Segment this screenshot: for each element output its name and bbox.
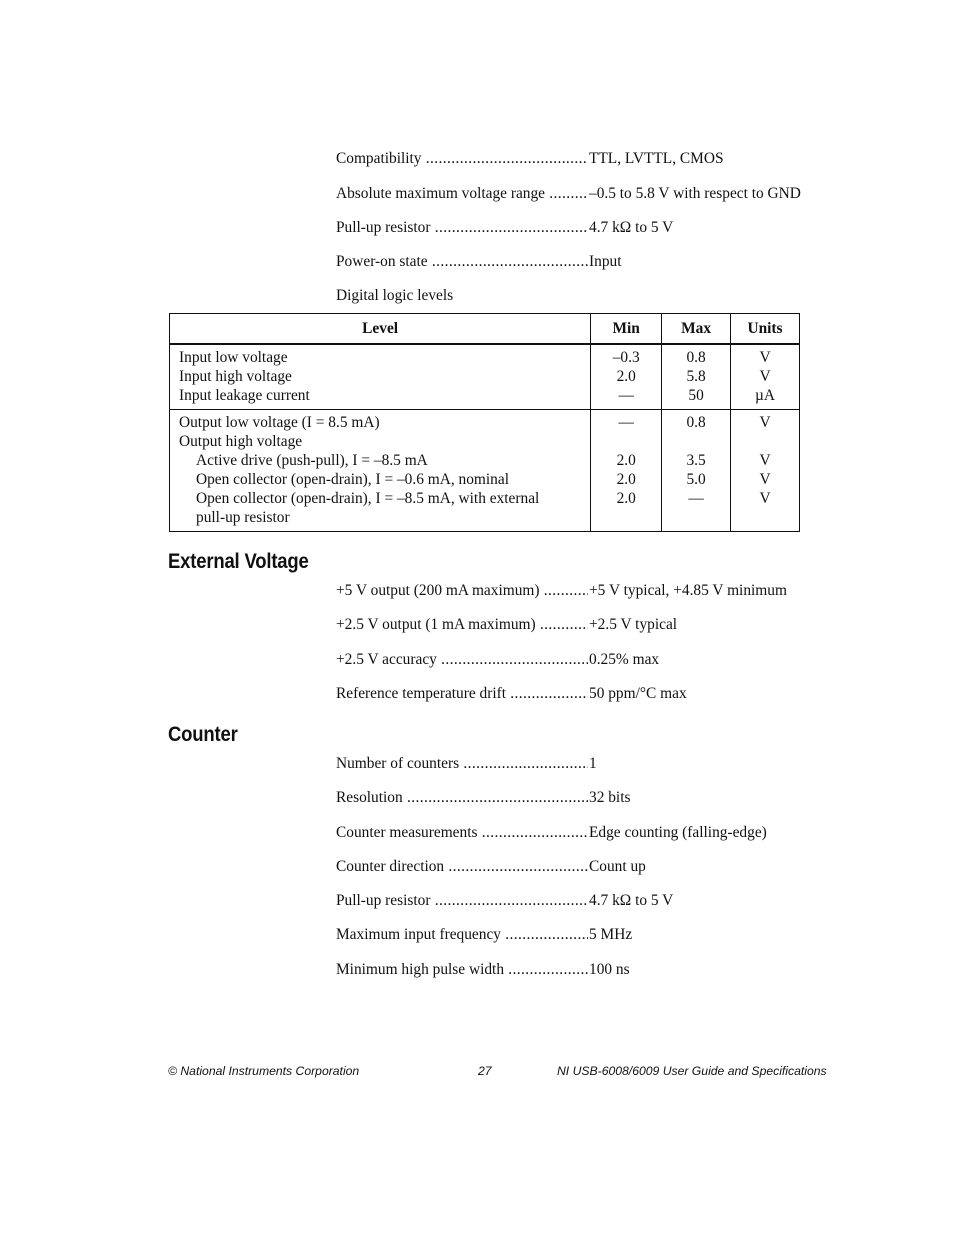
table-header-row bbox=[170, 314, 800, 345]
spec-value: 5 MHz bbox=[589, 926, 633, 943]
min-value: 2.0 bbox=[616, 452, 636, 469]
min-value: –0.3 bbox=[612, 349, 640, 366]
spec-label: Compatibility ..... bbox=[336, 149, 588, 169]
min-value: 2.0 bbox=[616, 471, 636, 488]
units-value: V bbox=[759, 471, 771, 488]
spec-row-power-on-state bbox=[336, 252, 806, 272]
spec-label: Counter measurements ..... bbox=[336, 823, 588, 843]
spec-value: –0.5 to 5.8 V with respect to GND bbox=[589, 185, 801, 202]
level-text: Active drive (push-pull), I = –8.5 mA bbox=[196, 452, 428, 469]
min-value: — bbox=[618, 387, 634, 404]
max-value: 0.8 bbox=[686, 414, 706, 431]
table-row-output-group bbox=[170, 410, 800, 532]
min-value: 2.0 bbox=[616, 490, 636, 507]
max-value: 3.5 bbox=[686, 452, 706, 469]
spec-label: Resolution ..... bbox=[336, 788, 588, 808]
cell-min bbox=[591, 410, 662, 532]
header-min: Min bbox=[591, 314, 662, 345]
spacer bbox=[731, 432, 799, 451]
spec-row-number-of-counters bbox=[336, 754, 806, 774]
spec-value: Edge counting (falling-edge) bbox=[589, 824, 767, 841]
spec-row-min-high-pulse-width bbox=[336, 960, 806, 980]
spec-row-compatibility bbox=[336, 149, 806, 169]
spec-value: Input bbox=[589, 253, 622, 270]
spec-value: 50 ppm/°C max bbox=[589, 685, 687, 702]
level-text: Output low voltage (I = 8.5 mA) bbox=[179, 414, 380, 431]
cell-units bbox=[731, 410, 800, 532]
spec-row-counter-measurements bbox=[336, 823, 806, 843]
section-heading-counter: Counter bbox=[168, 723, 238, 746]
spec-row-pull-up-resistor bbox=[336, 218, 806, 238]
level-text: Open collector (open-drain), I = –8.5 mA, with external bbox=[196, 490, 540, 507]
spec-label: Reference temperature drift ..... bbox=[336, 684, 588, 704]
cell-max bbox=[662, 410, 731, 532]
footer-copyright: © National Instruments Corporation bbox=[168, 1064, 360, 1078]
spec-value: 0.25% max bbox=[589, 651, 660, 668]
footer-page-number: 27 bbox=[478, 1064, 492, 1078]
cell-level bbox=[170, 410, 591, 532]
cell-max bbox=[662, 344, 731, 410]
spec-row-abs-max-voltage bbox=[336, 184, 806, 204]
level-text: Input leakage current bbox=[179, 387, 310, 404]
spec-value: 100 ns bbox=[589, 961, 630, 978]
spec-value: 4.7 kΩ to 5 V bbox=[589, 892, 674, 909]
max-value: 0.8 bbox=[686, 349, 706, 366]
units-value: V bbox=[759, 349, 771, 366]
spec-value: 32 bits bbox=[589, 789, 631, 806]
units-value: V bbox=[759, 452, 771, 469]
min-value: 2.0 bbox=[616, 368, 636, 385]
spacer bbox=[662, 432, 730, 451]
spec-value: Count up bbox=[589, 858, 646, 875]
units-value: µA bbox=[755, 387, 776, 404]
units-value: V bbox=[759, 414, 771, 431]
spec-label: +5 V output (200 mA maximum) ..... bbox=[336, 581, 588, 601]
spec-value: TTL, LVTTL, CMOS bbox=[589, 150, 724, 167]
spec-value: 4.7 kΩ to 5 V bbox=[589, 219, 674, 236]
units-value: V bbox=[759, 368, 771, 385]
spec-value: 1 bbox=[589, 755, 597, 772]
spec-row-max-input-frequency bbox=[336, 925, 806, 945]
digital-logic-levels-label: Digital logic levels bbox=[336, 287, 454, 304]
level-text: pull-up resistor bbox=[196, 509, 290, 526]
cell-min bbox=[591, 344, 662, 410]
spec-label: Maximum input frequency ..... bbox=[336, 925, 588, 945]
footer-document-title: NI USB-6008/6009 User Guide and Specifications bbox=[557, 1064, 827, 1078]
header-units: Units bbox=[731, 314, 800, 345]
level-text: Output high voltage bbox=[179, 433, 303, 450]
units-value: V bbox=[759, 490, 771, 507]
spec-row-counter-direction bbox=[336, 857, 806, 877]
section-heading-external-voltage: External Voltage bbox=[168, 550, 309, 573]
digital-logic-levels-table bbox=[169, 313, 800, 532]
spacer bbox=[591, 432, 661, 451]
spec-label: Number of counters ..... bbox=[336, 754, 588, 774]
spec-label: Absolute maximum voltage range ..... bbox=[336, 184, 588, 204]
table-row-input-group bbox=[170, 344, 800, 410]
spec-row-resolution bbox=[336, 788, 806, 808]
header-max: Max bbox=[662, 314, 731, 345]
max-value: — bbox=[688, 490, 704, 507]
spec-row-2v5-output bbox=[336, 615, 806, 635]
max-value: 5.0 bbox=[686, 471, 706, 488]
level-text: Input high voltage bbox=[179, 368, 292, 385]
spec-label: +2.5 V accuracy ..... bbox=[336, 650, 588, 670]
spec-row-5v-output bbox=[336, 581, 806, 601]
spec-label: Counter direction ..... bbox=[336, 857, 588, 877]
min-value: — bbox=[618, 414, 634, 431]
spec-value: +5 V typical, +4.85 V minimum bbox=[589, 582, 787, 599]
spec-label: Pull-up resistor ..... bbox=[336, 218, 588, 238]
spec-value: +2.5 V typical bbox=[589, 616, 678, 633]
spec-label: Minimum high pulse width ..... bbox=[336, 960, 588, 980]
level-text: Open collector (open-drain), I = –0.6 mA, nominal bbox=[196, 471, 509, 488]
spec-label: Power-on state ..... bbox=[336, 252, 588, 272]
spec-row-temp-drift bbox=[336, 684, 806, 704]
spec-label: +2.5 V output (1 mA maximum) ..... bbox=[336, 615, 588, 635]
cell-units bbox=[731, 344, 800, 410]
spec-row-2v5-accuracy bbox=[336, 650, 806, 670]
spec-row-pull-up-resistor bbox=[336, 891, 806, 911]
max-value: 5.8 bbox=[686, 368, 706, 385]
level-text: Input low voltage bbox=[179, 349, 288, 366]
cell-level bbox=[170, 344, 591, 410]
max-value: 50 bbox=[688, 387, 704, 404]
spec-label: Pull-up resistor ..... bbox=[336, 891, 588, 911]
header-level: Level bbox=[170, 314, 591, 345]
